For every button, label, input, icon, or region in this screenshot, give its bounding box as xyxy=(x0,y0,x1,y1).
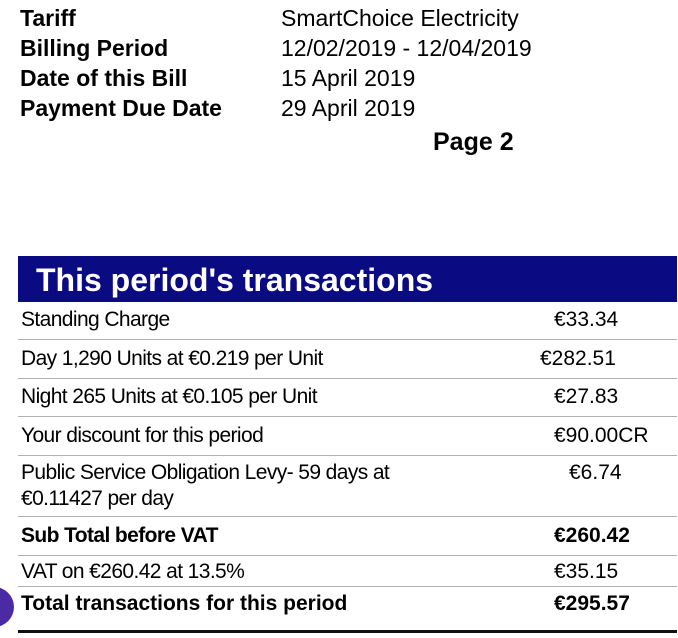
circle-badge-icon xyxy=(0,587,14,627)
billing-period-label: Billing Period xyxy=(20,35,169,61)
payment-due-value: 29 April 2019 xyxy=(281,95,416,121)
transaction-amount: €35.15 xyxy=(554,560,619,583)
transaction-description: Total transactions for this period xyxy=(21,592,348,615)
payment-due-label: Payment Due Date xyxy=(20,95,222,121)
transaction-description: Standing Charge xyxy=(21,308,170,331)
row-divider xyxy=(18,416,677,417)
transaction-amount: €27.83 xyxy=(554,385,619,408)
total-underline xyxy=(18,630,677,633)
transaction-description: Public Service Obligation Levy- 59 days at €0.11427 per day xyxy=(21,461,390,510)
page-number: Page 2 xyxy=(433,128,514,156)
transactions-banner xyxy=(18,256,677,302)
transaction-amount: €282.51 xyxy=(540,347,616,370)
transaction-description: Your discount for this period xyxy=(21,424,264,447)
tariff-value: SmartChoice Electricity xyxy=(281,5,519,31)
row-divider xyxy=(18,378,677,379)
billing-period-row xyxy=(20,33,660,63)
bill-date-label: Date of this Bill xyxy=(20,65,188,91)
transaction-description: Day 1,290 Units at €0.219 per Unit xyxy=(21,347,323,370)
transaction-amount: €6.74 xyxy=(569,461,622,484)
transaction-amount: €295.57 xyxy=(554,592,630,615)
row-divider xyxy=(18,586,677,587)
transaction-description: Sub Total before VAT xyxy=(21,524,218,547)
payment-due-row xyxy=(20,93,660,123)
transaction-description: Night 265 Units at €0.105 per Unit xyxy=(21,385,317,408)
tariff-row xyxy=(20,3,660,33)
row-divider xyxy=(18,555,677,556)
billing-period-value: 12/02/2019 - 12/04/2019 xyxy=(281,35,532,61)
transaction-amount: €90.00CR xyxy=(554,424,649,447)
row-divider xyxy=(18,455,677,456)
bill-date-row xyxy=(20,63,660,93)
transaction-description: VAT on €260.42 at 13.5% xyxy=(21,560,245,583)
row-divider xyxy=(18,516,677,517)
transaction-amount: €33.34 xyxy=(554,308,619,331)
bill-date-value: 15 April 2019 xyxy=(281,65,416,91)
transactions-title: This period's transactions xyxy=(36,262,434,298)
row-divider xyxy=(18,339,677,340)
tariff-label: Tariff xyxy=(20,5,76,31)
transaction-amount: €260.42 xyxy=(554,524,630,547)
